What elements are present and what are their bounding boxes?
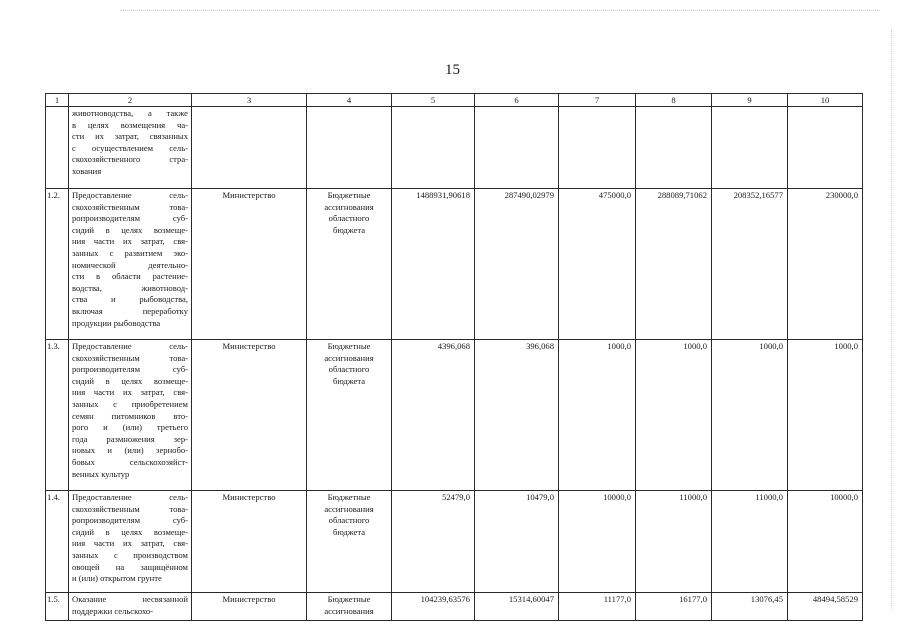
scan-right-edge <box>891 30 893 610</box>
description-line: животноводства, а также <box>72 108 188 118</box>
row-value-8 <box>636 107 712 189</box>
row-value-10: 1000,0 <box>788 340 863 491</box>
row-value-5: 52479,0 <box>392 491 475 593</box>
description-line: в целях возмещения ча- <box>72 119 188 130</box>
description-line: сидий в целях возмеще- <box>72 375 188 386</box>
row-funding-source <box>307 107 392 189</box>
funding-source-line: областного <box>328 364 370 375</box>
row-value-6: 396,068 <box>475 340 559 491</box>
description-line: ства и рыбоводства, <box>72 294 188 305</box>
description-line: и (или) открытом грунте <box>72 573 162 584</box>
header-cell-5: 5 <box>392 94 475 107</box>
table-row <box>46 107 863 189</box>
description-line: скохозяйственного стра- <box>72 154 188 165</box>
description-line: скохозяйственным това- <box>72 503 188 514</box>
row-value-7: 11177,0 <box>559 593 636 621</box>
row-funding-source <box>307 340 392 491</box>
row-description <box>69 340 192 491</box>
description-line: сидий в целях возмеще- <box>72 526 188 537</box>
row-description <box>69 491 192 593</box>
row-value-7 <box>559 107 636 189</box>
row-executor: Министерство <box>192 340 307 491</box>
row-value-9 <box>712 107 788 189</box>
header-cell-7: 7 <box>559 94 636 107</box>
description-line: рого и (или) третьего <box>72 422 188 433</box>
row-number: 1.4. <box>46 491 69 593</box>
description-line: ния части их затрат, свя- <box>72 387 188 398</box>
funding-source-line: областного <box>328 515 370 526</box>
header-cell-4: 4 <box>307 94 392 107</box>
row-executor: Министерство <box>192 491 307 593</box>
row-value-9: 1000,0 <box>712 340 788 491</box>
table-row <box>46 189 863 340</box>
description-line: водства, животновод- <box>72 282 188 293</box>
description-line: скохозяйственным това- <box>72 352 188 363</box>
description-line: новых и (или) зернобо- <box>72 445 188 456</box>
description-line: овощей на защищённом <box>72 561 188 572</box>
description-line: сидий в целях возмеще- <box>72 224 188 235</box>
header-cell-3: 3 <box>192 94 307 107</box>
row-executor <box>192 107 307 189</box>
row-number: 1.5. <box>46 593 69 621</box>
row-value-7: 475000,0 <box>559 189 636 340</box>
row-funding-source <box>307 593 392 621</box>
description-line: ропроизводителям суб- <box>72 213 188 224</box>
description-line: ропроизводителям суб- <box>72 515 188 526</box>
row-value-10: 230000,0 <box>788 189 863 340</box>
row-value-5: 1488931,90618 <box>392 189 475 340</box>
row-value-10 <box>788 107 863 189</box>
description-line: Предоставление сель- <box>72 190 188 200</box>
header-cell-1: 1 <box>46 94 69 107</box>
table-row <box>46 340 863 491</box>
row-value-10: 48494,58529 <box>788 593 863 621</box>
funding-source-line: ассигнования <box>324 503 374 514</box>
row-executor: Министерство <box>192 189 307 340</box>
description-line: занных с производством <box>72 549 188 560</box>
header-cell-2: 2 <box>69 94 192 107</box>
row-value-8: 16177,0 <box>636 593 712 621</box>
funding-source-line: Бюджетные <box>327 594 371 604</box>
table-row <box>46 593 863 621</box>
funding-source-line: ассигнования <box>324 605 374 616</box>
row-value-9: 11000,0 <box>712 491 788 593</box>
funding-source-line: Бюджетные <box>327 190 371 200</box>
funding-source-line: бюджета <box>332 526 366 537</box>
row-value-6: 287490,02979 <box>475 189 559 340</box>
description-line: занных с развитием эко- <box>72 247 188 258</box>
row-value-8: 288089,71062 <box>636 189 712 340</box>
description-line: включая переработку <box>72 305 188 316</box>
row-description <box>69 189 192 340</box>
description-line: скохозяйственным това- <box>72 201 188 212</box>
funding-source-line: ассигнования <box>324 352 374 363</box>
description-line: бовых сельскохозяйст- <box>72 456 188 467</box>
description-line: ния части их затрат, свя- <box>72 538 188 549</box>
row-value-7: 10000,0 <box>559 491 636 593</box>
description-line: года размножения зер- <box>72 433 188 444</box>
description-line: продукции рыбоводства <box>72 317 161 328</box>
row-value-10: 10000,0 <box>788 491 863 593</box>
row-value-5: 4396,068 <box>392 340 475 491</box>
row-value-5 <box>392 107 475 189</box>
funding-source-line: бюджета <box>332 375 366 386</box>
description-line: Оказание несвязанной <box>72 594 188 604</box>
description-line: сти в области растение- <box>72 271 188 282</box>
funding-source-line: Бюджетные <box>327 341 371 351</box>
row-executor: Министерство <box>192 593 307 621</box>
header-row <box>46 94 863 107</box>
header-cell-8: 8 <box>636 94 712 107</box>
row-number: 1.2. <box>46 189 69 340</box>
header-cell-10: 10 <box>788 94 863 107</box>
description-line: ния части их затрат, свя- <box>72 236 188 247</box>
row-number <box>46 107 69 189</box>
description-line: номической деятельно- <box>72 259 188 270</box>
row-description <box>69 593 192 621</box>
row-value-6 <box>475 107 559 189</box>
row-value-6: 15314,60047 <box>475 593 559 621</box>
row-description <box>69 107 192 189</box>
row-funding-source <box>307 189 392 340</box>
header-cell-6: 6 <box>475 94 559 107</box>
row-value-5: 104239,63576 <box>392 593 475 621</box>
description-line: занных с приобретением <box>72 398 188 409</box>
description-line: поддержки сельскохо- <box>72 605 154 616</box>
description-line: хования <box>72 165 102 176</box>
table-body <box>46 94 863 621</box>
row-funding-source <box>307 491 392 593</box>
description-line: семян питомников вто- <box>72 410 188 421</box>
funding-source-line: Бюджетные <box>327 492 371 502</box>
row-value-6: 10479,0 <box>475 491 559 593</box>
page-number: 15 <box>445 62 460 78</box>
row-value-8: 11000,0 <box>636 491 712 593</box>
funding-source-line: ассигнования <box>324 201 374 212</box>
table-row <box>46 491 863 593</box>
header-cell-9: 9 <box>712 94 788 107</box>
row-value-9: 13076,45 <box>712 593 788 621</box>
description-line: венных культур <box>72 468 130 479</box>
description-line: ропроизводителям суб- <box>72 364 188 375</box>
row-value-8: 1000,0 <box>636 340 712 491</box>
description-line: Предоставление сель- <box>72 492 188 502</box>
description-line: Предоставление сель- <box>72 341 188 351</box>
funding-source-line: бюджета <box>332 224 366 235</box>
scan-top-edge <box>120 10 880 12</box>
description-line: с осуществлением сель- <box>72 142 188 153</box>
description-line: сти их затрат, связанных <box>72 131 188 142</box>
funding-source-line: областного <box>328 213 370 224</box>
program-table <box>45 93 863 621</box>
row-value-9: 208352,16577 <box>712 189 788 340</box>
row-value-7: 1000,0 <box>559 340 636 491</box>
row-number: 1.3. <box>46 340 69 491</box>
